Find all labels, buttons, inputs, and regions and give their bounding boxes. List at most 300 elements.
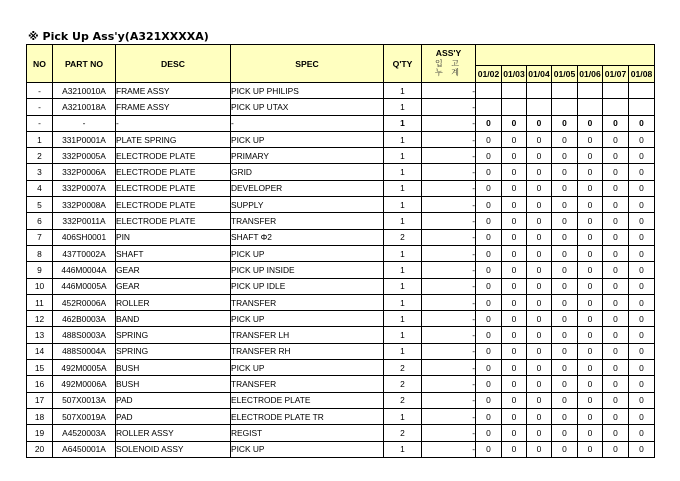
- row-desc: ROLLER: [116, 294, 231, 310]
- row-daily-count: 0: [476, 441, 502, 457]
- date-column-header: 01/07: [603, 66, 629, 83]
- row-daily-count: 0: [552, 278, 578, 294]
- row-daily-count: 0: [527, 327, 552, 343]
- row-daily-count: 0: [476, 278, 502, 294]
- table-row: [27, 441, 655, 457]
- row-desc: BUSH: [116, 360, 231, 376]
- row-daily-count: 0: [629, 180, 655, 196]
- row-daily-count: 0: [552, 213, 578, 229]
- page-title: ※ Pick Up Ass'y(A321XXXXA): [28, 30, 209, 43]
- row-qty: 1: [384, 311, 422, 327]
- row-part-no: 488S0003A: [53, 327, 116, 343]
- row-part-no: 332P0007A: [53, 180, 116, 196]
- row-no: 6: [27, 213, 53, 229]
- row-daily-count: 0: [502, 148, 527, 164]
- table-row: [27, 83, 655, 99]
- row-desc: GEAR: [116, 278, 231, 294]
- row-daily-count: 0: [552, 311, 578, 327]
- row-daily-count: 0: [552, 294, 578, 310]
- row-daily-count: 0: [476, 180, 502, 196]
- row-part-no: 332P0006A: [53, 164, 116, 180]
- row-daily-count: [603, 83, 629, 99]
- row-assy: -: [422, 311, 476, 327]
- row-desc: ELECTRODE PLATE: [116, 180, 231, 196]
- row-daily-count: 0: [502, 229, 527, 245]
- row-daily-count: 0: [578, 148, 603, 164]
- row-qty: 1: [384, 131, 422, 147]
- row-daily-count: 0: [527, 262, 552, 278]
- table-row: [27, 99, 655, 115]
- row-qty: 2: [384, 376, 422, 392]
- row-daily-count: 0: [603, 148, 629, 164]
- row-no: 7: [27, 229, 53, 245]
- col-header-part-no: PART NO: [53, 45, 116, 83]
- row-desc: ELECTRODE PLATE: [116, 213, 231, 229]
- row-desc: PAD: [116, 392, 231, 408]
- row-no: 14: [27, 343, 53, 359]
- row-daily-count: 0: [578, 278, 603, 294]
- row-daily-count: 0: [502, 327, 527, 343]
- row-daily-count: 0: [578, 131, 603, 147]
- row-daily-count: 0: [603, 392, 629, 408]
- row-desc: SPRING: [116, 343, 231, 359]
- date-column-header: 01/08: [629, 66, 655, 83]
- row-spec: TRANSFER: [231, 376, 384, 392]
- row-daily-count: 0: [603, 262, 629, 278]
- row-spec: ELECTRODE PLATE: [231, 392, 384, 408]
- row-daily-count: [527, 99, 552, 115]
- row-no: 18: [27, 408, 53, 424]
- date-column-header: 01/03: [502, 66, 527, 83]
- row-assy: -: [422, 376, 476, 392]
- table-row: [27, 278, 655, 294]
- col-header-no: NO: [27, 45, 53, 83]
- row-desc: PIN: [116, 229, 231, 245]
- row-daily-count: 0: [629, 311, 655, 327]
- row-qty: 1: [384, 278, 422, 294]
- row-daily-count: 0: [502, 311, 527, 327]
- row-no: 10: [27, 278, 53, 294]
- row-no: -: [27, 115, 53, 131]
- row-daily-count: 0: [603, 327, 629, 343]
- row-daily-count: 0: [578, 294, 603, 310]
- row-daily-count: 0: [527, 115, 552, 131]
- row-daily-count: 0: [578, 164, 603, 180]
- col-header-assy: [422, 45, 476, 83]
- row-daily-count: 0: [502, 262, 527, 278]
- row-daily-count: 0: [578, 311, 603, 327]
- parts-table: [26, 44, 655, 458]
- row-daily-count: 0: [502, 278, 527, 294]
- row-qty: 2: [384, 392, 422, 408]
- row-qty: 1: [384, 115, 422, 131]
- row-assy: -: [422, 148, 476, 164]
- row-assy: -: [422, 425, 476, 441]
- row-daily-count: [629, 99, 655, 115]
- row-daily-count: 0: [527, 197, 552, 213]
- table-row: [27, 213, 655, 229]
- row-daily-count: 0: [603, 180, 629, 196]
- row-assy: -: [422, 294, 476, 310]
- row-daily-count: 0: [629, 197, 655, 213]
- assy-header-line3: 누 계: [435, 68, 462, 78]
- row-daily-count: 0: [476, 327, 502, 343]
- row-daily-count: 0: [527, 180, 552, 196]
- row-qty: 1: [384, 343, 422, 359]
- col-header-qty: Q'TY: [384, 45, 422, 83]
- row-daily-count: 0: [476, 392, 502, 408]
- row-qty: 2: [384, 360, 422, 376]
- row-daily-count: 0: [578, 213, 603, 229]
- table-row: [27, 311, 655, 327]
- row-part-no: 507X0019A: [53, 408, 116, 424]
- row-qty: 1: [384, 213, 422, 229]
- row-daily-count: 0: [527, 425, 552, 441]
- row-no: 13: [27, 327, 53, 343]
- row-assy: -: [422, 262, 476, 278]
- row-daily-count: 0: [502, 180, 527, 196]
- row-daily-count: 0: [629, 148, 655, 164]
- row-daily-count: [603, 99, 629, 115]
- row-qty: 1: [384, 83, 422, 99]
- row-assy: -: [422, 213, 476, 229]
- table-row: [27, 262, 655, 278]
- table-row: [27, 294, 655, 310]
- row-spec: -: [231, 115, 384, 131]
- row-daily-count: 0: [527, 148, 552, 164]
- row-daily-count: [578, 99, 603, 115]
- row-spec: GRID: [231, 164, 384, 180]
- row-daily-count: 0: [502, 213, 527, 229]
- row-daily-count: 0: [552, 343, 578, 359]
- row-daily-count: 0: [578, 115, 603, 131]
- row-daily-count: 0: [502, 376, 527, 392]
- row-spec: TRANSFER: [231, 294, 384, 310]
- date-group-header: [476, 45, 655, 66]
- row-daily-count: [629, 83, 655, 99]
- date-column-header: 01/05: [552, 66, 578, 83]
- row-daily-count: 0: [603, 229, 629, 245]
- row-daily-count: 0: [578, 441, 603, 457]
- row-daily-count: [578, 83, 603, 99]
- row-spec: TRANSFER LH: [231, 327, 384, 343]
- row-assy: -: [422, 99, 476, 115]
- table-row: [27, 148, 655, 164]
- row-daily-count: 0: [476, 115, 502, 131]
- row-daily-count: 0: [578, 376, 603, 392]
- table-row: [27, 180, 655, 196]
- row-desc: GEAR: [116, 262, 231, 278]
- row-daily-count: 0: [603, 311, 629, 327]
- row-spec: PICK UP: [231, 131, 384, 147]
- row-qty: 1: [384, 294, 422, 310]
- row-daily-count: 0: [629, 164, 655, 180]
- row-part-no: 332P0005A: [53, 148, 116, 164]
- row-no: -: [27, 99, 53, 115]
- row-daily-count: 0: [527, 229, 552, 245]
- row-daily-count: 0: [502, 115, 527, 131]
- row-daily-count: 0: [552, 245, 578, 261]
- row-daily-count: 0: [476, 164, 502, 180]
- row-daily-count: [552, 83, 578, 99]
- row-no: 8: [27, 245, 53, 261]
- row-daily-count: 0: [476, 245, 502, 261]
- row-daily-count: 0: [629, 131, 655, 147]
- row-qty: 1: [384, 245, 422, 261]
- row-daily-count: 0: [629, 376, 655, 392]
- row-daily-count: 0: [629, 425, 655, 441]
- table-row: [27, 245, 655, 261]
- row-part-no: 492M0006A: [53, 376, 116, 392]
- row-spec: DEVELOPER: [231, 180, 384, 196]
- row-daily-count: [527, 83, 552, 99]
- row-daily-count: 0: [552, 408, 578, 424]
- row-no: 3: [27, 164, 53, 180]
- row-daily-count: 0: [629, 343, 655, 359]
- row-daily-count: 0: [476, 360, 502, 376]
- row-part-no: 331P0001A: [53, 131, 116, 147]
- row-assy: -: [422, 327, 476, 343]
- row-daily-count: 0: [527, 131, 552, 147]
- row-daily-count: 0: [603, 115, 629, 131]
- row-spec: PICK UP INSIDE: [231, 262, 384, 278]
- row-daily-count: 0: [502, 441, 527, 457]
- row-daily-count: 0: [552, 197, 578, 213]
- row-assy: -: [422, 392, 476, 408]
- row-daily-count: 0: [527, 441, 552, 457]
- row-no: 4: [27, 180, 53, 196]
- parts-table-body: [27, 83, 655, 458]
- row-assy: -: [422, 180, 476, 196]
- table-row: [27, 197, 655, 213]
- row-daily-count: 0: [552, 376, 578, 392]
- row-no: 15: [27, 360, 53, 376]
- table-row: [27, 392, 655, 408]
- date-column-header: 01/04: [527, 66, 552, 83]
- row-daily-count: 0: [629, 262, 655, 278]
- row-spec: PICK UP: [231, 311, 384, 327]
- row-daily-count: [502, 99, 527, 115]
- row-no: 20: [27, 441, 53, 457]
- row-assy: -: [422, 245, 476, 261]
- row-assy: -: [422, 115, 476, 131]
- row-daily-count: 0: [629, 245, 655, 261]
- row-daily-count: 0: [527, 392, 552, 408]
- row-daily-count: 0: [603, 197, 629, 213]
- row-daily-count: 0: [476, 148, 502, 164]
- row-daily-count: 0: [629, 408, 655, 424]
- row-daily-count: 0: [502, 164, 527, 180]
- row-no: 1: [27, 131, 53, 147]
- row-no: -: [27, 83, 53, 99]
- row-qty: 1: [384, 262, 422, 278]
- row-qty: 1: [384, 327, 422, 343]
- row-daily-count: 0: [502, 197, 527, 213]
- row-desc: BUSH: [116, 376, 231, 392]
- row-daily-count: 0: [527, 164, 552, 180]
- row-part-no: 437T0002A: [53, 245, 116, 261]
- row-daily-count: 0: [629, 229, 655, 245]
- row-daily-count: 0: [527, 343, 552, 359]
- row-daily-count: 0: [476, 229, 502, 245]
- row-part-no: A4520003A: [53, 425, 116, 441]
- row-daily-count: 0: [502, 294, 527, 310]
- row-daily-count: 0: [578, 327, 603, 343]
- row-daily-count: 0: [603, 408, 629, 424]
- row-daily-count: 0: [552, 262, 578, 278]
- row-daily-count: 0: [502, 245, 527, 261]
- row-assy: -: [422, 360, 476, 376]
- row-daily-count: 0: [578, 180, 603, 196]
- row-part-no: 446M0005A: [53, 278, 116, 294]
- table-row: [27, 229, 655, 245]
- row-daily-count: 0: [502, 425, 527, 441]
- row-spec: PICK UP: [231, 441, 384, 457]
- row-qty: 1: [384, 164, 422, 180]
- table-row: [27, 376, 655, 392]
- row-desc: PLATE SPRING: [116, 131, 231, 147]
- row-desc: ELECTRODE PLATE: [116, 148, 231, 164]
- table-row: [27, 327, 655, 343]
- row-daily-count: 0: [552, 425, 578, 441]
- row-daily-count: 0: [578, 392, 603, 408]
- table-row: [27, 425, 655, 441]
- row-daily-count: 0: [603, 278, 629, 294]
- row-qty: 1: [384, 180, 422, 196]
- row-desc: SPRING: [116, 327, 231, 343]
- row-daily-count: 0: [578, 425, 603, 441]
- row-assy: -: [422, 278, 476, 294]
- row-daily-count: 0: [629, 213, 655, 229]
- row-daily-count: 0: [629, 327, 655, 343]
- row-part-no: 507X0013A: [53, 392, 116, 408]
- row-daily-count: 0: [578, 360, 603, 376]
- row-daily-count: 0: [527, 278, 552, 294]
- assy-header-line2: 입 고: [435, 58, 462, 68]
- row-daily-count: 0: [527, 360, 552, 376]
- assy-header-line1: ASS'Y: [435, 48, 462, 59]
- date-column-header: 01/06: [578, 66, 603, 83]
- row-daily-count: 0: [502, 131, 527, 147]
- row-no: 9: [27, 262, 53, 278]
- row-daily-count: 0: [476, 294, 502, 310]
- row-assy: -: [422, 197, 476, 213]
- row-spec: PICK UP UTAX: [231, 99, 384, 115]
- row-daily-count: 0: [502, 360, 527, 376]
- row-spec: PICK UP PHILIPS: [231, 83, 384, 99]
- row-spec: PRIMARY: [231, 148, 384, 164]
- row-part-no: 332P0008A: [53, 197, 116, 213]
- row-daily-count: 0: [476, 376, 502, 392]
- row-daily-count: 0: [578, 197, 603, 213]
- row-daily-count: 0: [552, 148, 578, 164]
- row-part-no: A3210010A: [53, 83, 116, 99]
- row-daily-count: 0: [603, 425, 629, 441]
- row-part-no: 446M0004A: [53, 262, 116, 278]
- row-qty: 1: [384, 148, 422, 164]
- row-spec: PICK UP: [231, 245, 384, 261]
- row-qty: 1: [384, 441, 422, 457]
- table-row: [27, 343, 655, 359]
- row-daily-count: 0: [578, 229, 603, 245]
- row-daily-count: 0: [552, 327, 578, 343]
- row-daily-count: 0: [629, 278, 655, 294]
- row-part-no: 406SH0001: [53, 229, 116, 245]
- row-assy: -: [422, 408, 476, 424]
- row-assy: -: [422, 343, 476, 359]
- row-desc: ELECTRODE PLATE: [116, 164, 231, 180]
- row-daily-count: 0: [629, 294, 655, 310]
- row-daily-count: 0: [552, 131, 578, 147]
- row-spec: SUPPLY: [231, 197, 384, 213]
- row-daily-count: 0: [629, 441, 655, 457]
- row-daily-count: 0: [603, 360, 629, 376]
- row-daily-count: 0: [552, 180, 578, 196]
- table-row: [27, 408, 655, 424]
- table-row: [27, 115, 655, 131]
- row-daily-count: 0: [629, 115, 655, 131]
- row-daily-count: 0: [476, 213, 502, 229]
- row-qty: 1: [384, 408, 422, 424]
- row-desc: SOLENOID ASSY: [116, 441, 231, 457]
- row-daily-count: 0: [527, 294, 552, 310]
- table-row: [27, 131, 655, 147]
- row-no: 16: [27, 376, 53, 392]
- row-daily-count: 0: [603, 343, 629, 359]
- row-no: 12: [27, 311, 53, 327]
- row-daily-count: 0: [603, 376, 629, 392]
- row-daily-count: 0: [476, 425, 502, 441]
- row-daily-count: 0: [527, 213, 552, 229]
- row-assy: -: [422, 441, 476, 457]
- row-qty: 1: [384, 197, 422, 213]
- row-qty: 1: [384, 99, 422, 115]
- row-daily-count: [476, 99, 502, 115]
- table-row: [27, 164, 655, 180]
- row-qty: 2: [384, 229, 422, 245]
- row-daily-count: 0: [502, 408, 527, 424]
- row-daily-count: 0: [603, 213, 629, 229]
- row-daily-count: 0: [629, 392, 655, 408]
- row-qty: 2: [384, 425, 422, 441]
- row-desc: FRAME ASSY: [116, 99, 231, 115]
- row-daily-count: 0: [603, 294, 629, 310]
- row-daily-count: [476, 83, 502, 99]
- row-daily-count: 0: [476, 311, 502, 327]
- row-daily-count: 0: [527, 376, 552, 392]
- row-daily-count: [552, 99, 578, 115]
- row-daily-count: 0: [552, 164, 578, 180]
- row-daily-count: 0: [603, 131, 629, 147]
- row-no: 17: [27, 392, 53, 408]
- row-daily-count: 0: [552, 229, 578, 245]
- row-daily-count: [502, 83, 527, 99]
- row-spec: SHAFT Φ2: [231, 229, 384, 245]
- row-spec: TRANSFER RH: [231, 343, 384, 359]
- row-desc: SHAFT: [116, 245, 231, 261]
- table-row: [27, 360, 655, 376]
- row-daily-count: 0: [527, 408, 552, 424]
- row-daily-count: 0: [603, 245, 629, 261]
- row-part-no: A3210018A: [53, 99, 116, 115]
- row-part-no: 488S0004A: [53, 343, 116, 359]
- row-desc: FRAME ASSY: [116, 83, 231, 99]
- row-assy: -: [422, 131, 476, 147]
- row-daily-count: 0: [476, 343, 502, 359]
- row-desc: ROLLER ASSY: [116, 425, 231, 441]
- row-spec: TRANSFER: [231, 213, 384, 229]
- row-daily-count: 0: [552, 360, 578, 376]
